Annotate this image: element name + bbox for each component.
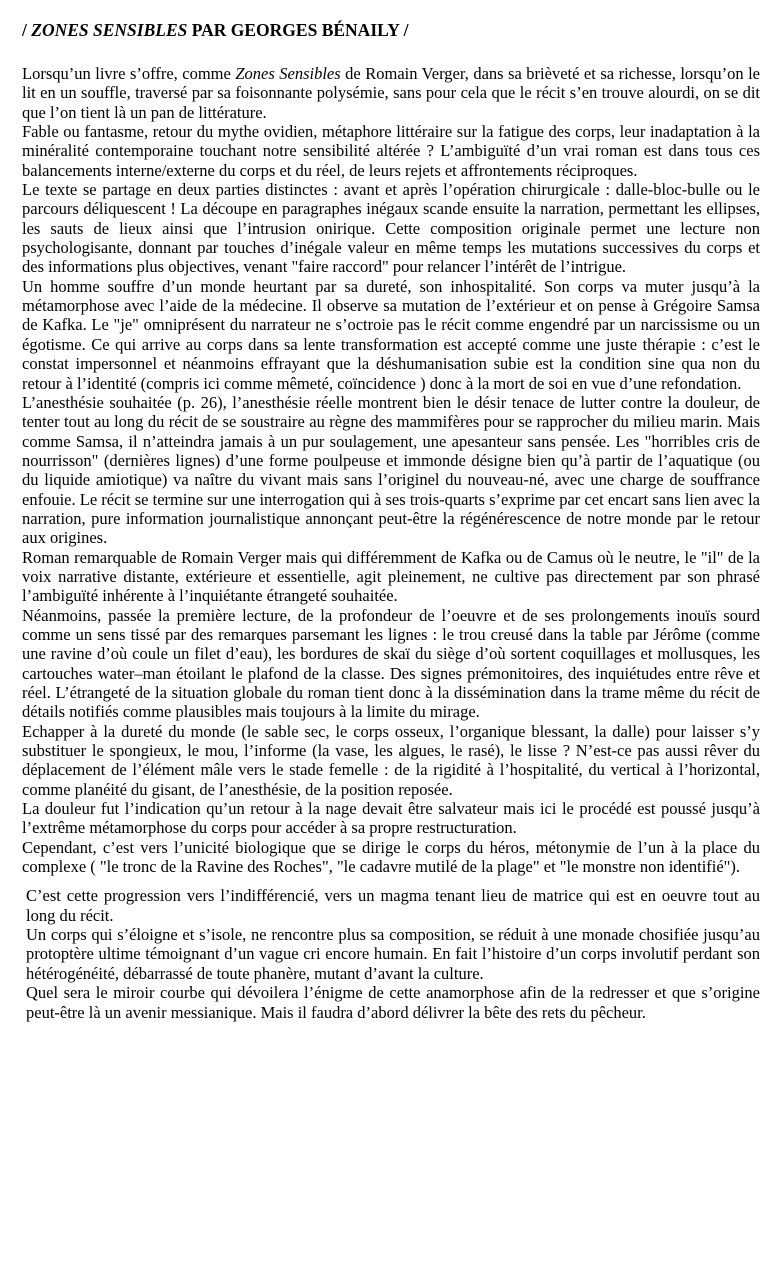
paragraph-4: Un homme souffre d’un monde heurtant par sa dureté, son inhospitalité. Son corps va muter jusqu’à la métamorphose avec l’aide de la médecine. Il observe sa mutation de l’extérieur et on pense à Grégoire Samsa de Kafka. Le "je" omniprésent du narrateur ne s’octroie pas le récit comme engendré par un narcissisme ou un égotisme. Ce qui arrive au corps dans sa lente transformation est accepté comme une juste thérapie : c’est le constat impersonnel et néanmoins effrayant que la déshumanisation subie est la condition sine qua non du retour à l’identité (compris ici comme mêmeté, coïncidence ) donc à la mort de soi en vue d’une refondation. xyxy=(22,276,760,393)
paragraph-7: Néanmoins, passée la première lecture, de la profondeur de l’oeuvre et de ses prolongements inouïs sourd comme un sens tissé par des remarques parsemant les lignes : le trou creusé dans la table par Jérôme (comme une ravine d’où coule un filet d’eau), les bordures de skaï du siège d’où sortent coquillages et mollusques, les cartouches water–man étoilant le plafond de la classe. Des signes prémonitoires, des inquiétudes entre rêve et réel. L’étrangeté de la situation globale du roman tient donc à la dissémination dans la trame même du récit de détails notifiés comme plausibles mais toujours à la limite du mirage. xyxy=(22,605,760,722)
paragraph-8: Echapper à la dureté du monde (le sable sec, le corps osseux, l’organique blessant, la dalle) pour laisser s’y substituer le spongieux, le mou, l’informe (la vase, les algues, le rasé), le lisse ? N’est-ce pas aussi rêver du déplacement de l’élément mâle vers le stade femelle : de la rigidité à l’hospitalité, du vertical à l’horizontal, comme planéité du gisant, de l’anesthésie, de la position reposée. xyxy=(22,721,760,799)
article-heading xyxy=(22,18,760,42)
paragraph-6: Roman remarquable de Romain Verger mais qui différemment de Kafka ou de Camus où le neutre, le "il" de la voix narrative distante, extérieure et essentielle, agit pleinement, ne cultive pas directement par son phrasé l’ambiguïté inhérente à l’inquiétante étrangeté souhaitée. xyxy=(22,547,760,606)
article xyxy=(22,18,760,1022)
paragraph-1-book-title: Zones Sensibles xyxy=(235,64,341,83)
heading-byline: PAR GEORGES BÉNAILY / xyxy=(187,20,409,40)
paragraph-9: La douleur fut l’indication qu’un retour à la nage devait être salvateur mais ici le procédé est poussé jusqu’à l’extrême métamorphose du corps pour accéder à sa propre restructuration. xyxy=(22,799,760,838)
heading-slash-open: / xyxy=(22,20,32,40)
closing-section xyxy=(22,886,760,1021)
paragraph-1-text-end: de Romain Verger, dans sa brièveté et sa richesse, lorsqu’on le lit en un souffle, traversé par sa foisonnante polysémie, sans pour cela que le récit s’en trouve alourdi, on se dit que l’on tient là un pan de littérature. xyxy=(22,64,760,122)
paragraph-3: Le texte se partage en deux parties distinctes : avant et après l’opération chirurgicale : dalle-bloc-bulle ou le parcours déliquescent ! La découpe en paragraphes inégaux scande ensuite la narration, permettant les ellipses, les sauts de lieux ainsi que l’intrusion onirique. Cette composition originale permet une lecture non psychologisante, donnant par touches d’inégale valeur en même temps les mutations successives du corps et des informations plus objectives, venant "faire raccord" pour relancer l’intérêt de l’intrigue. xyxy=(22,180,760,277)
paragraph-1 xyxy=(22,64,760,122)
closing-paragraph-1: C’est cette progression vers l’indifférencié, vers un magma tenant lieu de matrice qui est en oeuvre tout au long du récit. xyxy=(26,886,760,925)
paragraph-10: Cependant, c’est vers l’unicité biologique que se dirige le corps du héros, métonymie de l’un à la place du complexe ( "le tronc de la Ravine des Roches", "le cadavre mutilé de la plage" et "le monstre non identifié"). xyxy=(22,837,760,877)
article-body xyxy=(22,64,760,1022)
paragraph-5: L’anesthésie souhaitée (p. 26), l’anesthésie réelle montrent bien le désir tenace de lutter contre la douleur, de tenter tout au long du récit de se soustraire au règne des mammifères pour se rapprocher du milieu marin. Mais comme Samsa, il n’atteindra jamais à un pur soulagement, une apesanteur sans pensée. Les "horribles cris de nourrisson" (dernières lignes) d’une forme poulpeuse et immonde désigne bien qu’à partir de l’aquatique (ou du liquide amiotique) va naître du vivant mais sans l’originel du nouveau-né, avec une charge de souffrance enfouie. Le récit se termine sur une interrogation qui à ses trois-quarts s’exprime par cet encart sans lien avec la narration, pure information journalistique annonçant peut-être la régénérescence de notre monde par le retour aux origines. xyxy=(22,392,760,548)
closing-paragraph-2: Un corps qui s’éloigne et s’isole, ne rencontre plus sa composition, se réduit à une monade chosifiée jusqu’au protoptère ultime témoignant d’un vague cri encore humain. En fait l’histoire d’un corps involutif perdant son hétérogénéité, débarrassé de toute phanère, mutant d’avant la culture. xyxy=(26,925,760,983)
closing-paragraph-3: Quel sera le miroir courbe qui dévoilera l’énigme de cette anamorphose afin de la redresser et que s’origine peut-être là un avenir messianique. Mais il faudra d’abord délivrer la bête des rets du pêcheur. xyxy=(26,983,760,1022)
paragraph-2: Fable ou fantasme, retour du mythe ovidien, métaphore littéraire sur la fatigue des corps, leur inadaptation à la minéralité contemporaine touchant notre sensibilité altérée ? L’ambiguïté d’un vrai roman est dans tous ces balancements interne/externe du corps et du réel, de leurs rejets et affrontements réciproques. xyxy=(22,122,760,180)
heading-book-title: ZONES SENSIBLES xyxy=(31,20,188,40)
paragraph-1-text-start: Lorsqu’un livre s’offre, comme xyxy=(22,64,236,83)
